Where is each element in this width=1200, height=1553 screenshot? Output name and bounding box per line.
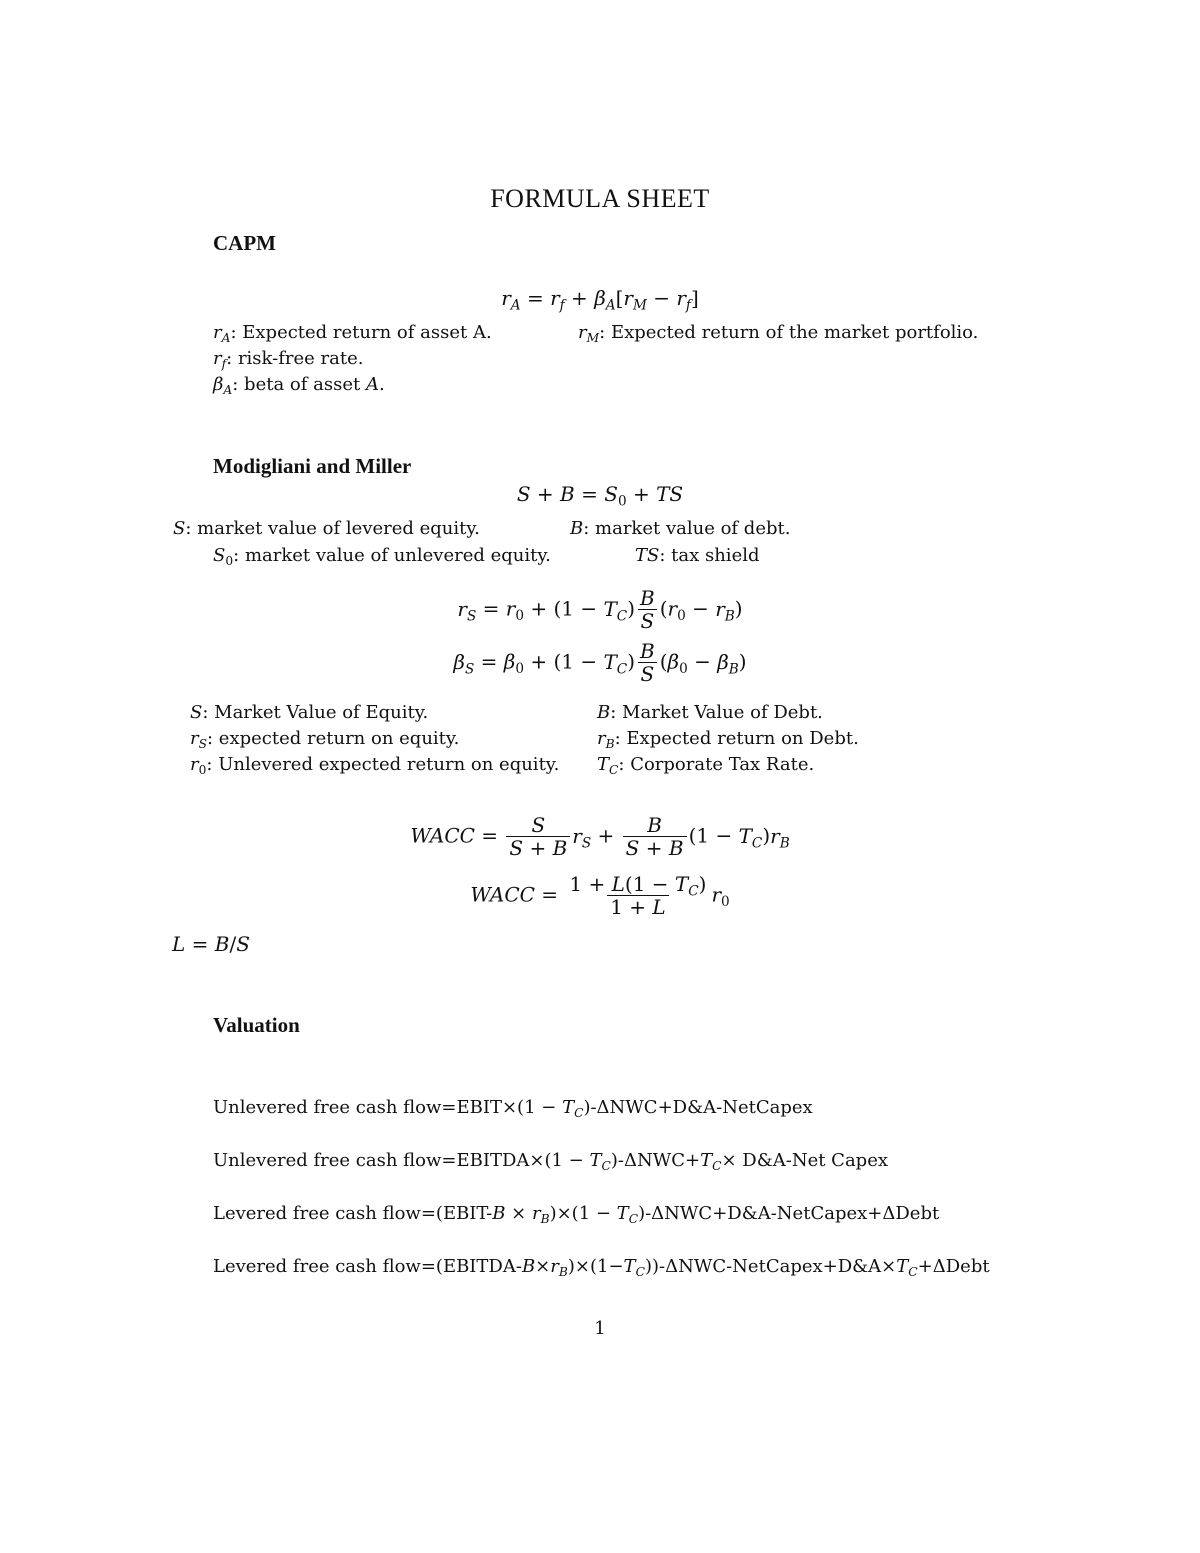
section-heading-capm: CAPM — [213, 231, 276, 255]
unlevered-fcf-formula-2: Unlevered free cash flow=EBITDA×(1 − $T_C)-\Delta NWC+T_C\times$ D&A-Net Capex — [213, 1150, 889, 1173]
wacc-formula-1: WACC = $\frac{S}{S + B}$ $r_S$ + $\frac{B}{S + B}$ $(1 - T_C)r_B$ — [410, 813, 790, 860]
mm-def2-rB: $r_B$: Expected return on Debt. — [597, 728, 859, 751]
mm-def2-B: B: Market Value of Debt. — [597, 702, 823, 723]
mm-def-S: S: market value of levered equity. — [173, 518, 480, 539]
mm-betaS-formula: $\beta_S = \beta_0 + (1 - T_C)$ $\frac{B}{S}$ $(\beta_0 - \beta_B)$ — [453, 639, 747, 686]
mm-def-B: B: market value of debt. — [570, 518, 791, 539]
mm-def2-S: S: Market Value of Equity. — [190, 702, 429, 723]
leverage-definition: L = B/S — [172, 932, 250, 956]
page-title: FORMULA SHEET — [490, 184, 710, 213]
capm-def-beta: $\beta_A$: beta of asset A. — [213, 374, 385, 397]
capm-def-rA: $r_A$: Expected return of asset A. — [213, 322, 492, 345]
unlevered-fcf-formula-1: Unlevered free cash flow=EBIT×(1 − $T_C)-\Delta NWC+D\&A$-NetCapex — [213, 1097, 813, 1120]
mm-def-S0: $S_0$: market value of unlevered equity. — [213, 545, 551, 568]
wacc-formula-2: WACC = $\frac{1 + L(1 - T_C)}{1 + L}$ $r_0$ — [470, 872, 730, 919]
mm-def2-r0: $r_0$: Unlevered expected return on equity. — [190, 754, 560, 777]
capm-def-rf: $r_f$: risk-free rate. — [213, 348, 364, 371]
mm-def2-TC: $T_C$: Corporate Tax Rate. — [597, 754, 815, 777]
mm-def2-rS: $r_S$: expected return on equity. — [190, 728, 460, 751]
section-heading-mm: Modigliani and Miller — [213, 454, 412, 478]
mm-def-TS: TS: tax shield — [635, 545, 760, 566]
page-number: 1 — [594, 1318, 606, 1339]
capm-def-rM: $r_M$: Expected return of the market portfolio. — [578, 322, 979, 345]
levered-fcf-formula-2: Levered free cash $flow=(EBITDA-B\times r_B)\times(1-T_C))-\Delta NWC-NetCapex+D\&A\times T_C+\Delta Debt$ — [213, 1256, 990, 1279]
mm-rS-formula: $r_S = r_0 + (1 - T_C)$ $\frac{B}{S}$ $(r_0 - r_B)$ — [457, 586, 743, 633]
section-heading-valuation: Valuation — [213, 1013, 300, 1037]
capm-formula: $r_A = r_f + \beta_A[r_M - r_f]$ — [501, 286, 699, 314]
levered-fcf-formula-1: Levered free cash flow=(EBIT-B × $r_B)\times(1$ − $T_C)-\Delta NWC+D\&A-NetCapex+\Delta Debt$ — [213, 1203, 940, 1226]
mm-value-formula: $S + B = S_0$ + TS — [516, 482, 684, 510]
